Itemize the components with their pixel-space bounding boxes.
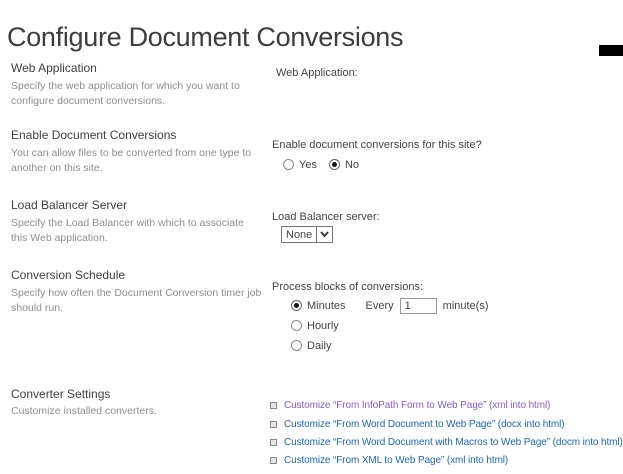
converter-link-row: [270, 419, 565, 430]
schedule-minutes-row: [291, 297, 489, 314]
customize-word-macros-link[interactable]: Customize “From Word Document with Macros to Web Page” (docm into html): [284, 437, 623, 448]
radio-minutes-label[interactable]: Minutes: [307, 299, 346, 312]
chevron-down-icon: [316, 227, 332, 242]
section-description-load-balancer: Specify the Load Balancer with which to associate this Web application.: [11, 217, 244, 244]
section-description-enable-conversions: You can allow files to be converted from one type to another on this site.: [11, 147, 252, 174]
schedule-hourly-row: [291, 319, 339, 332]
radio-yes[interactable]: [283, 159, 294, 170]
load-balancer-field-label: Load Balancer server:: [272, 211, 380, 223]
radio-daily[interactable]: [291, 340, 302, 351]
section-heading-web-application: Web Application: [11, 61, 97, 75]
converter-link-row: [270, 400, 550, 411]
customize-word-link[interactable]: Customize “From Word Document to Web Page” (docx into html): [284, 419, 565, 430]
radio-no-label[interactable]: No: [344, 158, 360, 171]
converter-link-row: [270, 437, 623, 448]
section-heading-load-balancer: Load Balancer Server: [11, 198, 128, 212]
bullet-square-icon: [270, 457, 277, 464]
section-heading-conversion-schedule: Conversion Schedule: [11, 268, 126, 282]
section-heading-converter-settings: Converter Settings: [11, 387, 111, 401]
black-bar-artifact: [599, 45, 623, 56]
customize-xml-link[interactable]: Customize “From XML to Web Page” (xml into html): [284, 455, 509, 466]
customize-infopath-link[interactable]: Customize “From InfoPath Form to Web Page” (xml into html): [284, 400, 551, 411]
bullet-square-icon: [270, 439, 277, 446]
radio-yes-label[interactable]: Yes: [299, 158, 317, 171]
enable-conversions-question-label: Enable document conversions for this site?: [272, 139, 482, 151]
radio-no[interactable]: [329, 159, 340, 170]
radio-hourly[interactable]: [291, 320, 302, 331]
converter-link-row: [270, 455, 508, 466]
section-description-conversion-schedule: Specify how often the Document Conversion timer job should run.: [11, 287, 262, 314]
process-blocks-label: Process blocks of conversions:: [272, 281, 424, 293]
load-balancer-select[interactable]: [281, 226, 333, 243]
radio-minutes[interactable]: [291, 300, 302, 311]
page-title: Configure Document Conversions: [7, 22, 404, 53]
load-balancer-select-value: None: [286, 229, 313, 241]
bullet-square-icon: [270, 402, 277, 409]
minutes-suffix-label: minute(s): [442, 299, 489, 312]
bullet-square-icon: [270, 421, 277, 428]
radio-daily-label[interactable]: Daily: [307, 339, 332, 352]
schedule-daily-row: [291, 339, 331, 352]
section-heading-enable-conversions: Enable Document Conversions: [11, 128, 177, 142]
section-description-converter-settings: Customize installed converters.: [11, 405, 157, 417]
enable-conversions-radio-group: [283, 158, 359, 171]
every-label: Every: [365, 299, 394, 312]
section-description-web-application: Specify the web application for which you want to configure document conversions.: [11, 80, 240, 107]
web-application-field-label: Web Application:: [276, 67, 358, 79]
radio-hourly-label[interactable]: Hourly: [307, 319, 339, 332]
minutes-interval-input[interactable]: [400, 298, 437, 314]
